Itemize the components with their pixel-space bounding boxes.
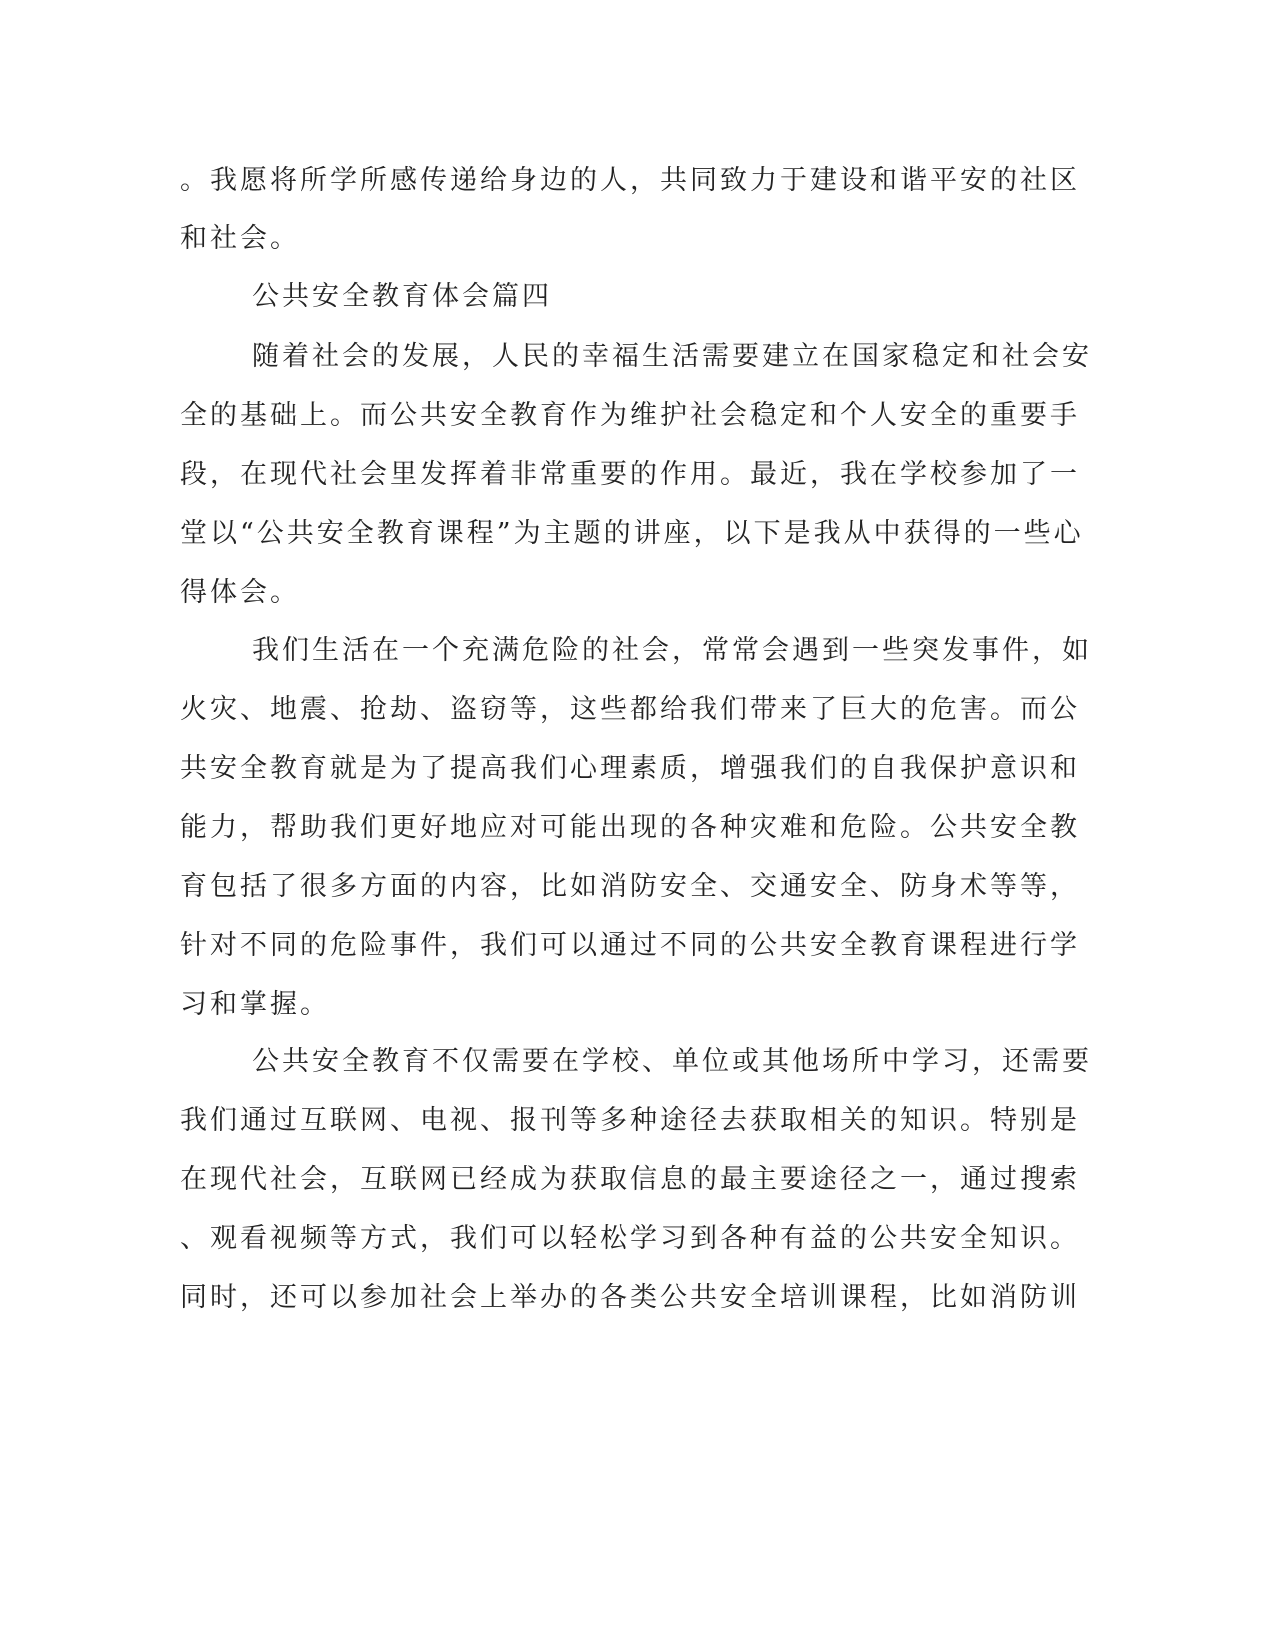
text-line: 。我愿将所学所感传递给身边的人，共同致力于建设和谐平安的社区 <box>180 165 1080 196</box>
text-line: 、观看视频等方式，我们可以轻松学习到各种有益的公共安全知识。 <box>180 1223 1080 1254</box>
text-line: 我们生活在一个充满危险的社会，常常会遇到一些突发事件，如 <box>252 635 1092 666</box>
section-heading: 公共安全教育体会篇四 <box>252 281 552 312</box>
text-line: 全的基础上。而公共安全教育作为维护社会稳定和个人安全的重要手 <box>180 400 1080 431</box>
text-line: 能力，帮助我们更好地应对可能出现的各种灾难和危险。公共安全教 <box>180 812 1080 843</box>
text-line: 在现代社会，互联网已经成为获取信息的最主要途径之一，通过搜索 <box>180 1164 1080 1195</box>
text-line: 随着社会的发展，人民的幸福生活需要建立在国家稳定和社会安 <box>252 341 1092 372</box>
text-line: 堂以“公共安全教育课程”为主题的讲座，以下是我从中获得的一些心 <box>180 518 1084 549</box>
text-line: 和社会。 <box>180 223 300 254</box>
text-line: 针对不同的危险事件，我们可以通过不同的公共安全教育课程进行学 <box>180 930 1080 961</box>
text-line: 育包括了很多方面的内容，比如消防安全、交通安全、防身术等等， <box>180 871 1080 902</box>
text-line: 同时，还可以参加社会上举办的各类公共安全培训课程，比如消防训 <box>180 1282 1080 1313</box>
text-line: 我们通过互联网、电视、报刊等多种途径去获取相关的知识。特别是 <box>180 1105 1080 1136</box>
text-line: 公共安全教育不仅需要在学校、单位或其他场所中学习，还需要 <box>252 1046 1092 1077</box>
text-line: 共安全教育就是为了提高我们心理素质，增强我们的自我保护意识和 <box>180 753 1080 784</box>
text-line: 段，在现代社会里发挥着非常重要的作用。最近，我在学校参加了一 <box>180 459 1080 490</box>
text-line: 得体会。 <box>180 577 300 608</box>
text-line: 火灾、地震、抢劫、盗窃等，这些都给我们带来了巨大的危害。而公 <box>180 694 1080 725</box>
text-line: 习和掌握。 <box>180 989 330 1020</box>
